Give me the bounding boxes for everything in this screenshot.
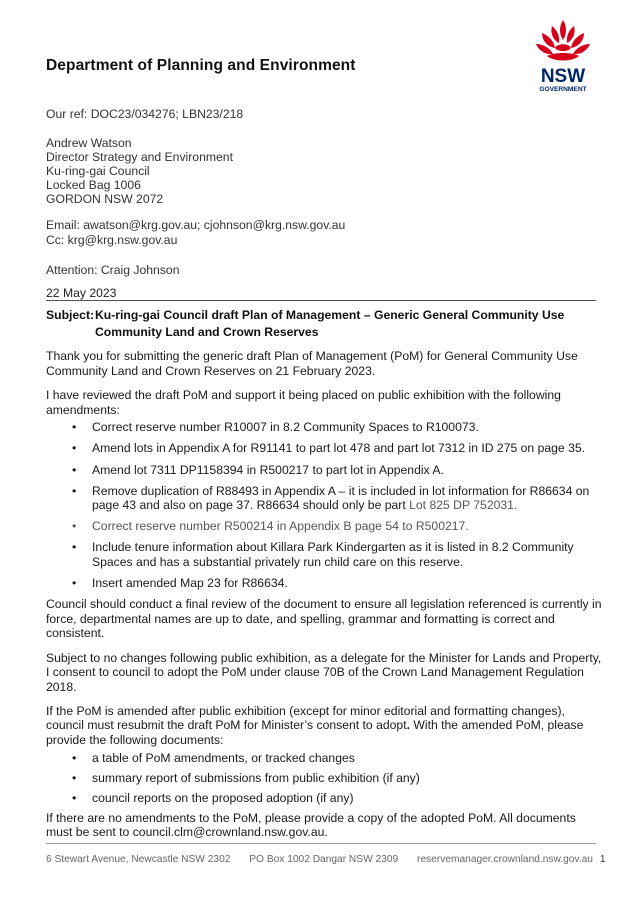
- contact-details: [46, 218, 345, 247]
- bullet-icon: •: [72, 790, 77, 805]
- our-ref: Our ref: DOC23/034276; LBN23/218: [46, 107, 244, 121]
- amendments-list: [46, 420, 602, 590]
- address-line: Locked Bag 1006: [46, 178, 141, 192]
- divider: [46, 300, 596, 301]
- letter-body: [46, 349, 602, 840]
- bullet-icon: •: [72, 770, 77, 785]
- resubmit-paragraph: If the PoM is amended after public exhibition (except for minor editorial and formatting changes), council must resubmit the draft PoM for Minister’s consent to adopt. With the amended PoM, please provide the following documents:: [46, 703, 584, 747]
- bullet-icon: •: [72, 540, 77, 555]
- bullet-icon: •: [72, 462, 77, 477]
- address-line: GORDON NSW 2072: [46, 192, 164, 206]
- list-item: • Amend lots in Appendix A for R91141 to part lot 478 and part lot 7312 in ID 275 on page 35.: [72, 441, 586, 456]
- final-review-paragraph: Council should conduct a final review of the document to ensure all legislation referenced is currently in force, departmental names are up to date, and spelling, grammar and formatting is correct and consistent.: [46, 597, 602, 641]
- footer-divider: [46, 843, 596, 844]
- subject-heading: [46, 307, 596, 341]
- footer-po-box: PO Box 1002 Dangar NSW 2309: [249, 854, 399, 865]
- footer: [46, 853, 606, 868]
- subject-line-1: Ku-ring-gai Council draft Plan of Management – Generic General Community Use: [95, 308, 565, 322]
- list-item: • council reports on the proposed adoption (if any): [72, 790, 354, 805]
- letter-date: 22 May 2023: [46, 286, 117, 300]
- list-item: • a table of PoM amendments, or tracked changes: [72, 750, 355, 765]
- subject-line-2: Community Land and Crown Reserves: [95, 325, 319, 339]
- bullet-icon: •: [72, 420, 77, 435]
- list-item: • Amend lot 7311 DP1158394 in R500217 to part lot in Appendix A.: [72, 462, 444, 477]
- list-item: • Remove duplication of R88493 in Appendix A – it is included in lot information for R86634 on page 43 and also on page 37. R86634 should only be part Lot 825 DP 752031.: [72, 483, 590, 513]
- address-line: Ku-ring-gai Council: [46, 164, 150, 178]
- closing-paragraph: If there are no amendments to the PoM, please provide a copy of the adopted PoM. All documents must be sent to council.clm@crownland.nsw.gov.au.: [46, 810, 576, 840]
- government-wordmark: GOVERNMENT: [539, 86, 587, 93]
- list-item: • Correct reserve number R500214 in Appendix B page 54 to R500217.: [72, 519, 469, 534]
- bullet-icon: •: [72, 750, 77, 765]
- nsw-government-logo: [528, 16, 598, 96]
- cc-line: Cc: krg@krg.nsw.gov.au: [46, 232, 178, 247]
- footer-address: 6 Stewart Avenue, Newcastle NSW 2302: [46, 854, 231, 865]
- subject-label: Subject:: [46, 308, 95, 322]
- address-line: Andrew Watson: [46, 136, 132, 150]
- address-line: Director Strategy and Environment: [46, 150, 233, 164]
- list-item: • Correct reserve number R10007 in 8.2 Community Spaces to R100073.: [72, 420, 479, 435]
- bullet-icon: •: [72, 519, 77, 534]
- footer-website: reservemanager.crownland.nsw.gov.au: [417, 854, 593, 865]
- consent-paragraph: Subject to no changes following public exhibition, as a delegate for the Minister for Lands and Property, I consent to council to adopt the PoM under clause 70B of the Crown Land Management Regulation 2018.: [46, 650, 602, 694]
- list-item: • Include tenure information about Killara Park Kindergarten as it is listed in 8.2 Community Spaces and has a substantial privately run child care on this reserve.: [72, 540, 574, 570]
- review-paragraph: I have reviewed the draft PoM and support it being placed on public exhibition with the following amendments:: [46, 388, 561, 417]
- attention-line: Attention: Craig Johnson: [46, 263, 180, 277]
- list-item: • summary report of submissions from public exhibition (if any): [72, 770, 420, 785]
- department-title: Department of Planning and Environment: [46, 57, 356, 74]
- list-item: • Insert amended Map 23 for R86634.: [72, 576, 288, 591]
- intro-paragraph: Thank you for submitting the generic draft Plan of Management (PoM) for General Community Use Community Land and Crown Reserves on 21 February 2023.: [46, 349, 578, 378]
- page-number: 1: [599, 854, 606, 865]
- waratah-icon: [528, 16, 598, 96]
- bullet-icon: •: [72, 483, 77, 498]
- bullet-icon: •: [72, 441, 77, 456]
- bullet-icon: •: [72, 576, 77, 591]
- email-line: Email: awatson@krg.gov.au; cjohnson@krg.nsw.gov.au: [46, 218, 346, 232]
- recipient-address: [46, 136, 233, 206]
- documents-list: [46, 751, 602, 806]
- nsw-wordmark: NSW: [540, 66, 586, 87]
